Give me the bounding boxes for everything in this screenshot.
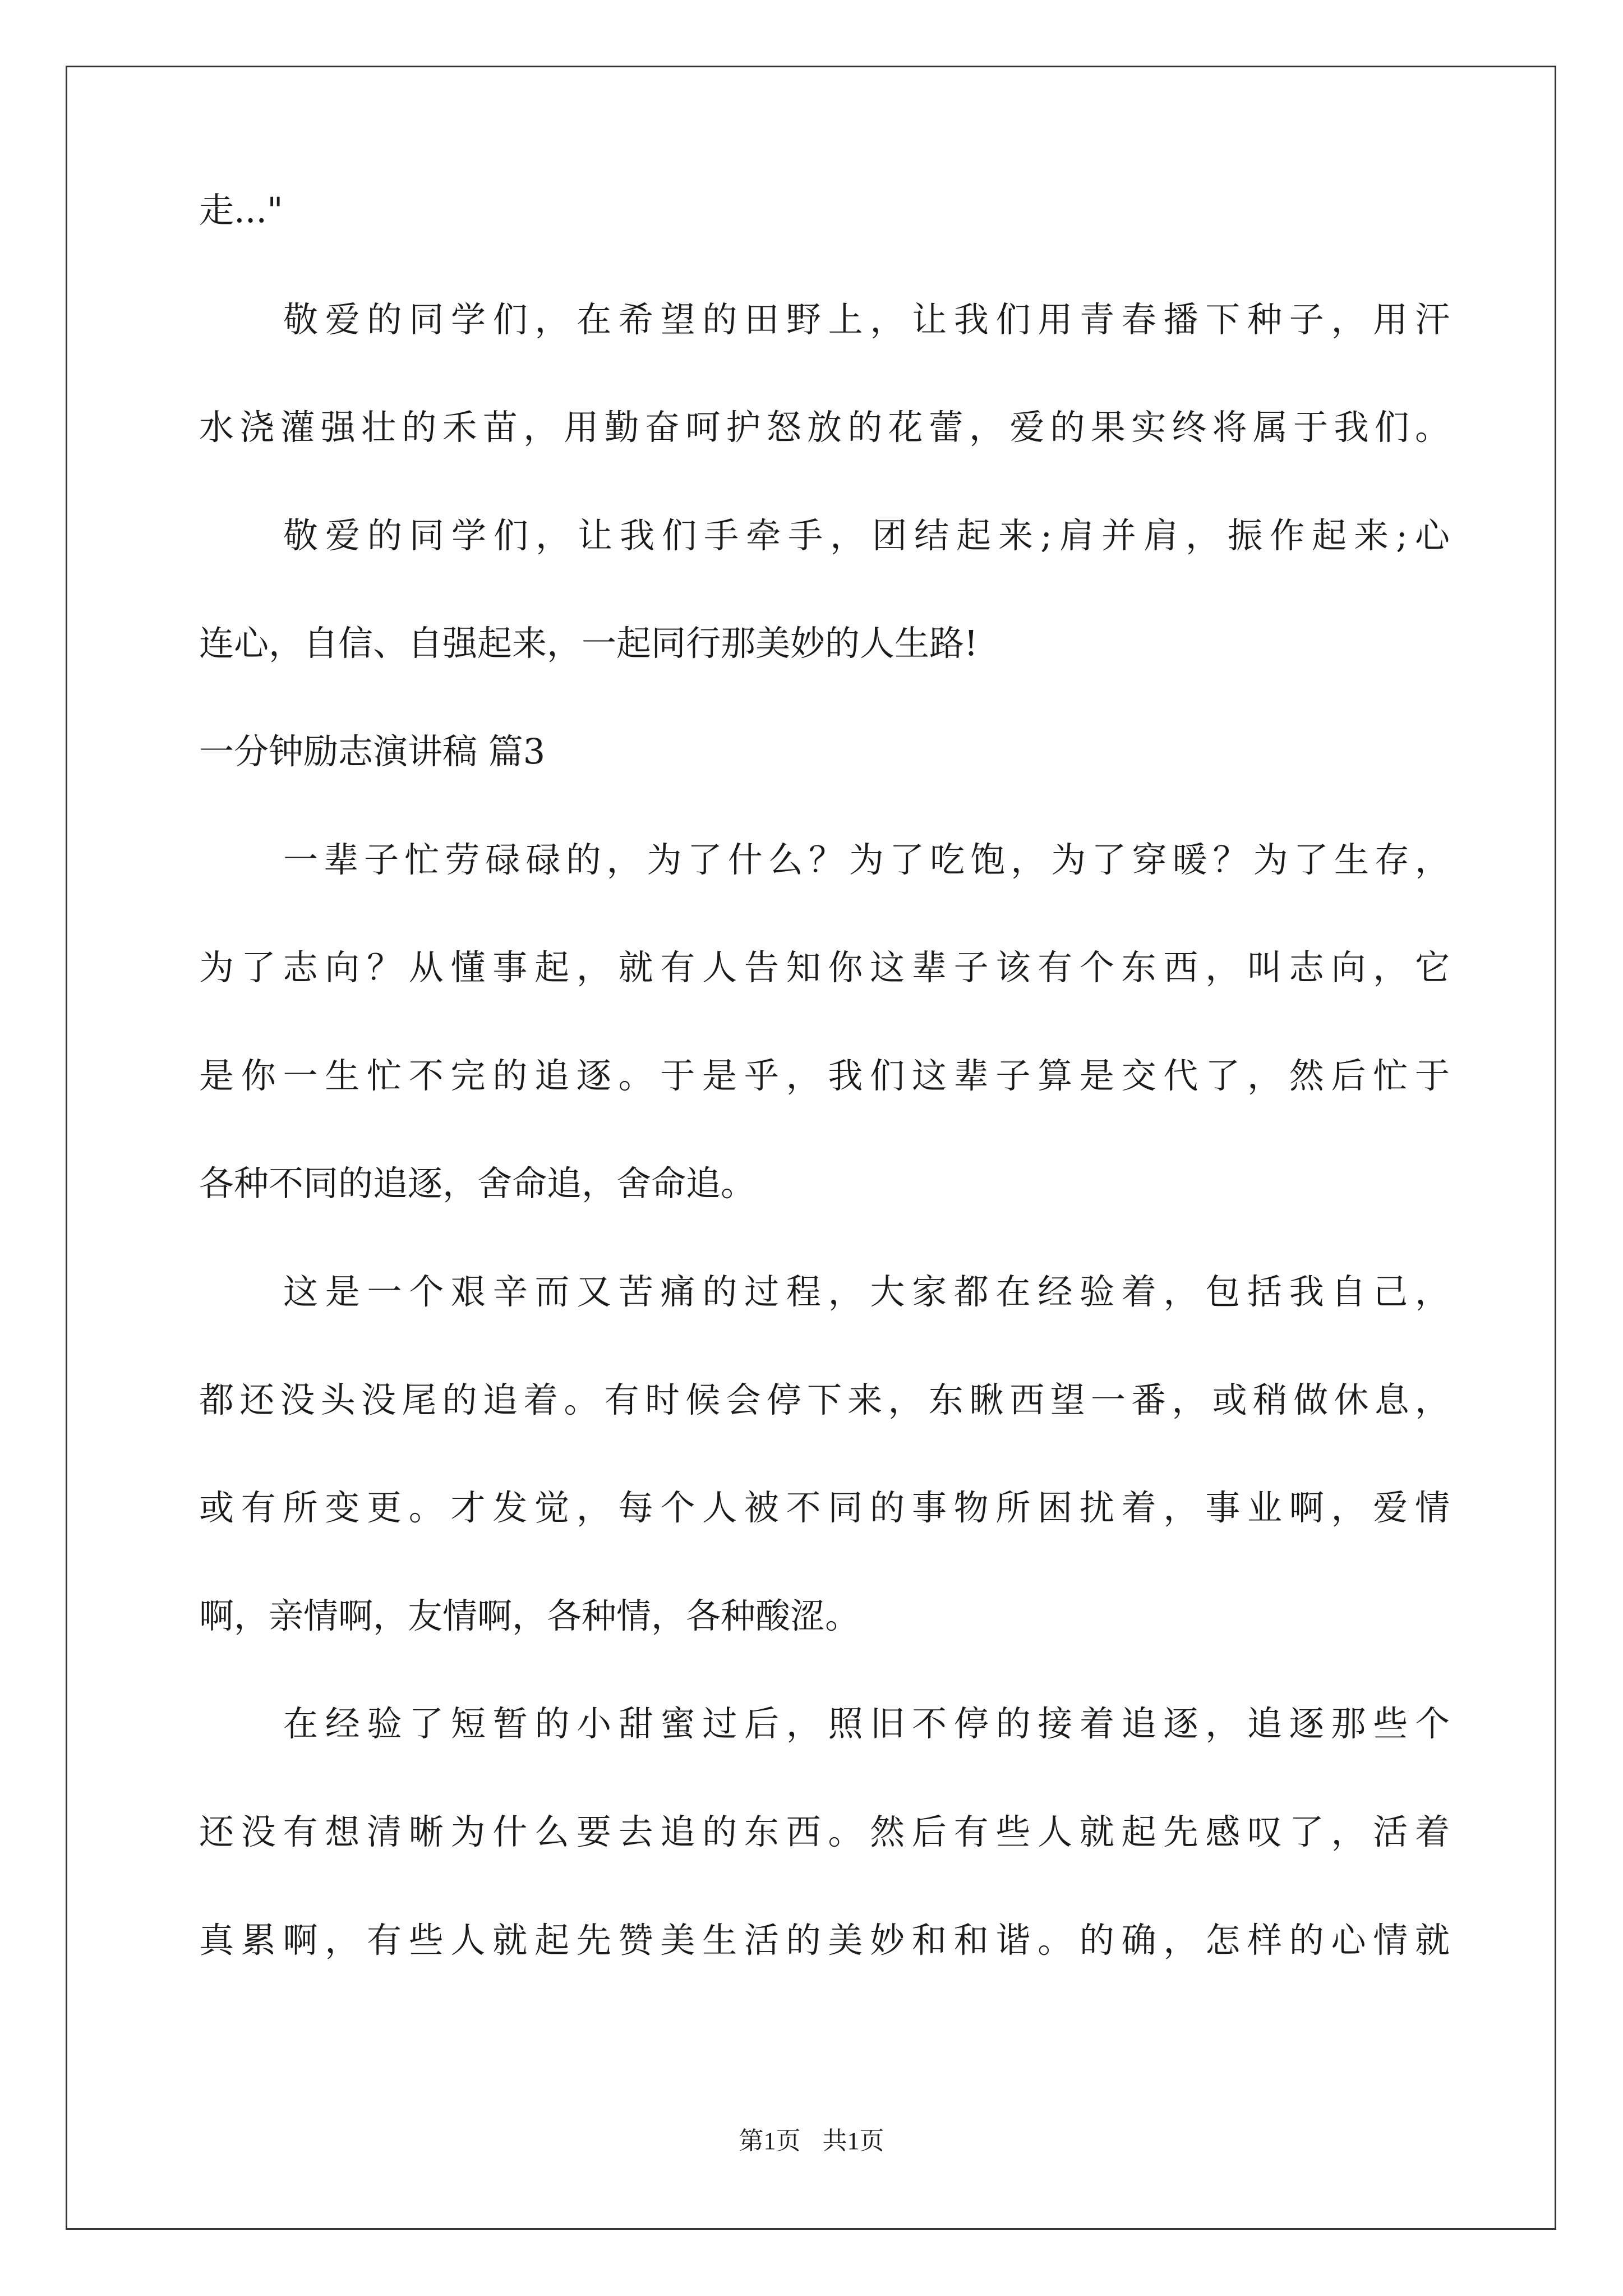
paragraph-line: 还没有想清晰为什么要去追的东西。然后有些人就起先感叹了，活着 xyxy=(199,1811,1450,1852)
paragraph-line: 或有所变更。才发觉，每个人被不同的事物所困扰着，事业啊，爱情 xyxy=(199,1487,1450,1528)
paragraph-line: 是你一生忙不完的追逐。于是乎，我们这辈子算是交代了，然后忙于 xyxy=(199,1055,1450,1096)
paragraph-line: 连心，自信、自强起来，一起同行那美妙的人生路! xyxy=(199,623,978,664)
page-total: 共1页 xyxy=(822,2127,884,2155)
paragraph-line: 水浇灌强壮的禾苗，用勤奋呵护怒放的花蕾，爱的果实终将属于我们。 xyxy=(199,407,1450,448)
paragraph-line: 这是一个艰辛而又苦痛的过程，大家都在经验着，包括我自己， xyxy=(283,1271,1450,1312)
page-number: 第1页 xyxy=(739,2127,801,2155)
text-line: 走..." xyxy=(199,190,283,231)
paragraph-line: 都还没头没尾的追着。有时候会停下来，东瞅西望一番，或稍做休息， xyxy=(199,1379,1450,1420)
paragraph-line: 真累啊，有些人就起先赞美生活的美妙和和谐。的确，怎样的心情就 xyxy=(199,1920,1450,1961)
paragraph-line: 敬爱的同学们，在希望的田野上，让我们用青春播下种子，用汗 xyxy=(283,299,1450,340)
page-footer xyxy=(0,2127,1623,2155)
paragraph-line: 各种不同的追逐，舍命追，舍命追。 xyxy=(199,1163,756,1204)
paragraph-line: 敬爱的同学们，让我们手牵手，团结起来;肩并肩，振作起来;心 xyxy=(283,515,1450,556)
paragraph-line: 一辈子忙劳碌碌的，为了什么？为了吃饱，为了穿暖？为了生存， xyxy=(283,839,1450,880)
paragraph-line: 在经验了短暂的小甜蜜过后，照旧不停的接着追逐，追逐那些个 xyxy=(283,1703,1450,1744)
paragraph-line: 啊，亲情啊，友情啊，各种情，各种酸涩。 xyxy=(199,1595,860,1636)
paragraph-line: 为了志向？从懂事起，就有人告知你这辈子该有个东西，叫志向，它 xyxy=(199,947,1450,988)
page-border xyxy=(66,66,1556,2230)
section-heading: 一分钟励志演讲稿 篇3 xyxy=(199,731,546,772)
